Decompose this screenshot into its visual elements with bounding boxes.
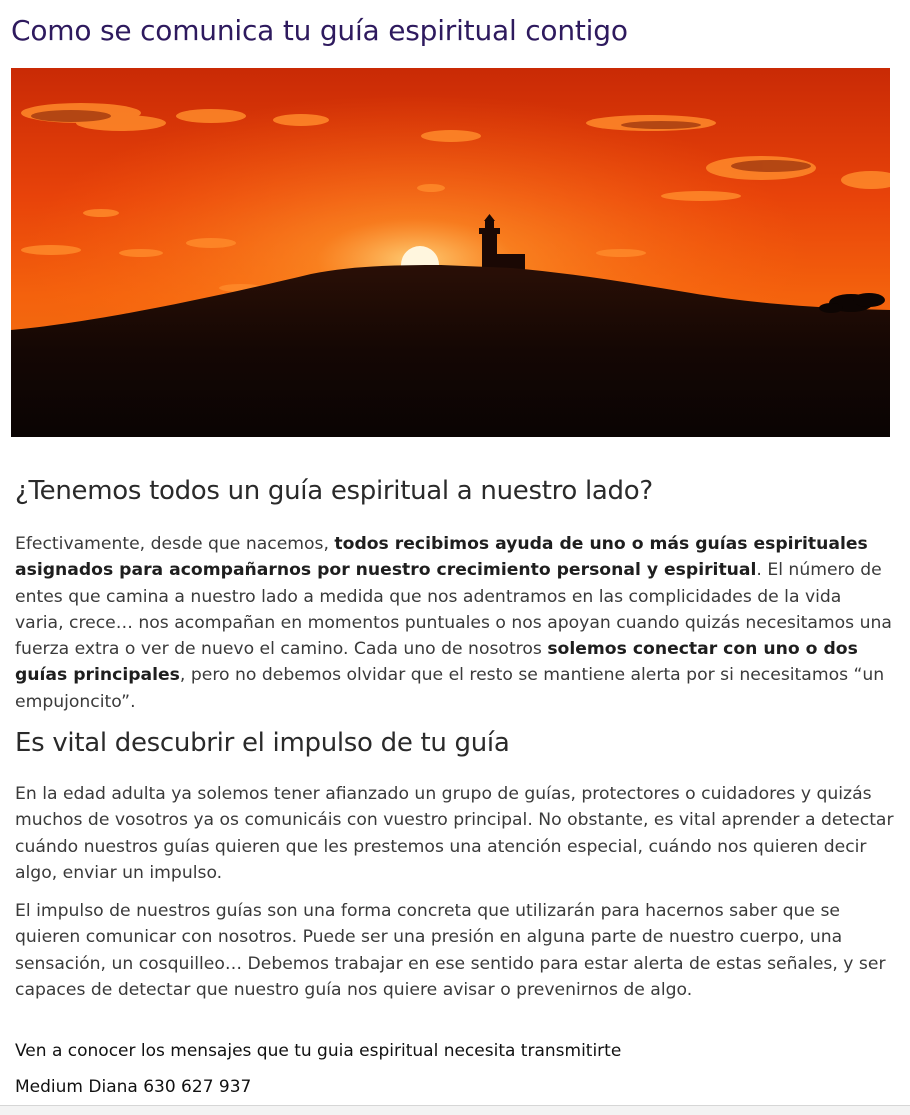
bold-text: solemos conectar con uno o dos guías principales [15,639,858,686]
section-paragraph-edad-adulta: En la edad adulta ya solemos tener afianzado un grupo de guías, protectores o cuidadores y quizás muchos de vosotros ya os comunicáis con vuestro principal. No obstante, es vital aprender a detectar cuándo nuestros guías quieren que les prestemos una atención especial, cuándo nos quieren decir algo, enviar un impulso. [15,784,894,883]
bold-text: todos recibimos ayuda de uno o más guías espirituales asignados para acompañarnos por nuestro crecimiento personal y espiritual [15,534,868,581]
section-paragraph-impulso: El impulso de nuestros guías son una forma concreta que utilizarán para hacernos saber que se quieren comunicar con nosotros. Puede ser una presión en alguna parte de nuestro cuerpo, una sensación, un cosquilleo… Debemos trabajar en ese sentido para estar alerta de estas señales, y ser capaces de detectar que nuestro guía nos quiere avisar o prevenirnos de algo. [15,901,886,1000]
page-title: Como se comunica tu guía espiritual contigo [11,14,628,47]
hero-image [11,68,890,437]
cta-message: Ven a conocer los mensajes que tu guia espiritual necesita transmitirte [15,1041,622,1061]
section-heading-guia-espiritual: ¿Tenemos todos un guía espiritual a nuestro lado? [15,476,653,506]
section-paragraph-guias [15,531,895,715]
section-heading-impulso: Es vital descubrir el impulso de tu guía [15,728,510,758]
footer-bar [0,1106,910,1115]
text-segment: . El número de entes que camina a nuestro lado a medida que nos adentramos en las complicidades de la vida varia, crece… nos acompañan en momentos puntuales o nos apoyan cuando quizás necesitamos una fuerza extra o ver de nuevo el camino. Cada uno de nosotros [15,560,892,660]
contact-line: Medium Diana 630 627 937 [15,1077,252,1097]
text-segment: Efectivamente, desde que nacemos, [15,534,335,554]
text-segment: , pero no debemos olvidar que el resto se mantiene alerta por si necesitamos “un empujoncito”. [15,665,885,712]
